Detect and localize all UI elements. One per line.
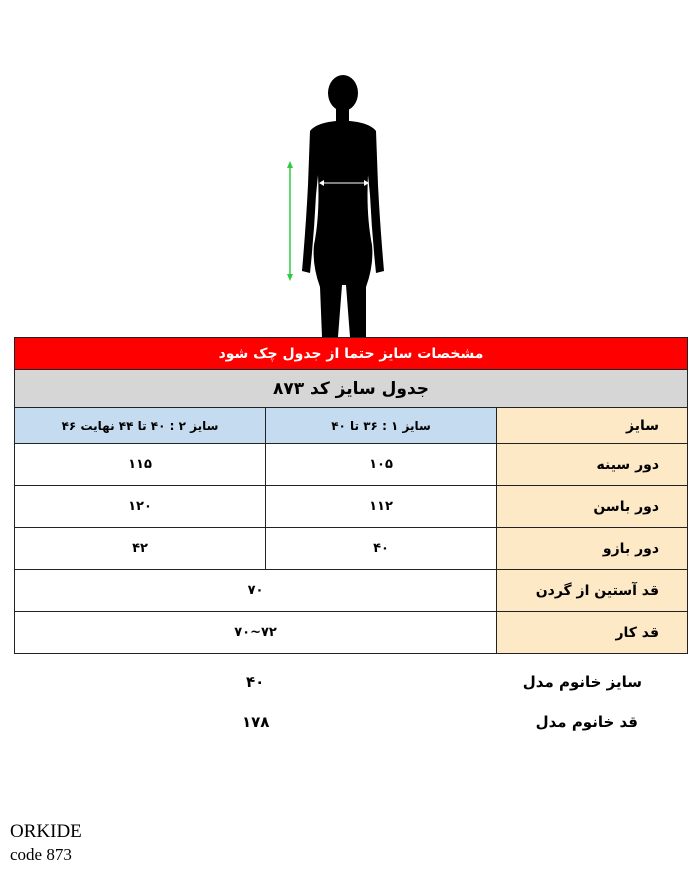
- row-value-size-2: ۱۱۵: [15, 444, 266, 486]
- row-label: دور بازو: [497, 528, 688, 570]
- row-value-size-1: ۱۰۵: [266, 444, 497, 486]
- table-title-row: [15, 370, 688, 408]
- product-code: code 873: [10, 845, 72, 864]
- model-size-value: ۴۰: [246, 673, 265, 691]
- row-value-merged: ۷۰: [15, 570, 497, 612]
- table-row: [15, 570, 688, 612]
- model-height-value: ۱۷۸: [242, 713, 270, 731]
- header-size-2: سایز ۲ : ۴۰ تا ۴۴ نهایت ۴۶: [15, 408, 266, 444]
- table-title: جدول سایز کد ۸۷۳: [15, 370, 688, 408]
- row-label: دور باسن: [497, 486, 688, 528]
- row-label: قد کار: [497, 612, 688, 654]
- table-row: [15, 444, 688, 486]
- size-table: [14, 337, 688, 654]
- warning-banner: مشخصات سایز حتما از جدول چک شود: [15, 338, 688, 370]
- row-value-size-1: ۱۱۲: [266, 486, 497, 528]
- row-value-size-1: ۴۰: [266, 528, 497, 570]
- row-value-size-2: ۱۲۰: [15, 486, 266, 528]
- brand-name: ORKIDE: [10, 821, 82, 842]
- table-header-row: [15, 408, 688, 444]
- row-value-merged: ۷۲~۷۰: [15, 612, 497, 654]
- warning-banner-row: [15, 338, 688, 370]
- model-size-label: سایز خانوم مدل: [522, 673, 642, 691]
- table-row: [15, 528, 688, 570]
- model-height-label: قد خانوم مدل: [535, 713, 638, 731]
- row-label: قد آستین از گردن: [497, 570, 688, 612]
- table-row: [15, 486, 688, 528]
- body-silhouette-icon: [270, 75, 410, 337]
- header-size-1: سایز ۱ : ۳۶ تا ۴۰: [266, 408, 497, 444]
- header-size-label: سایز: [497, 408, 688, 444]
- table-row: [15, 612, 688, 654]
- row-label: دور سینه: [497, 444, 688, 486]
- row-value-size-2: ۴۲: [15, 528, 266, 570]
